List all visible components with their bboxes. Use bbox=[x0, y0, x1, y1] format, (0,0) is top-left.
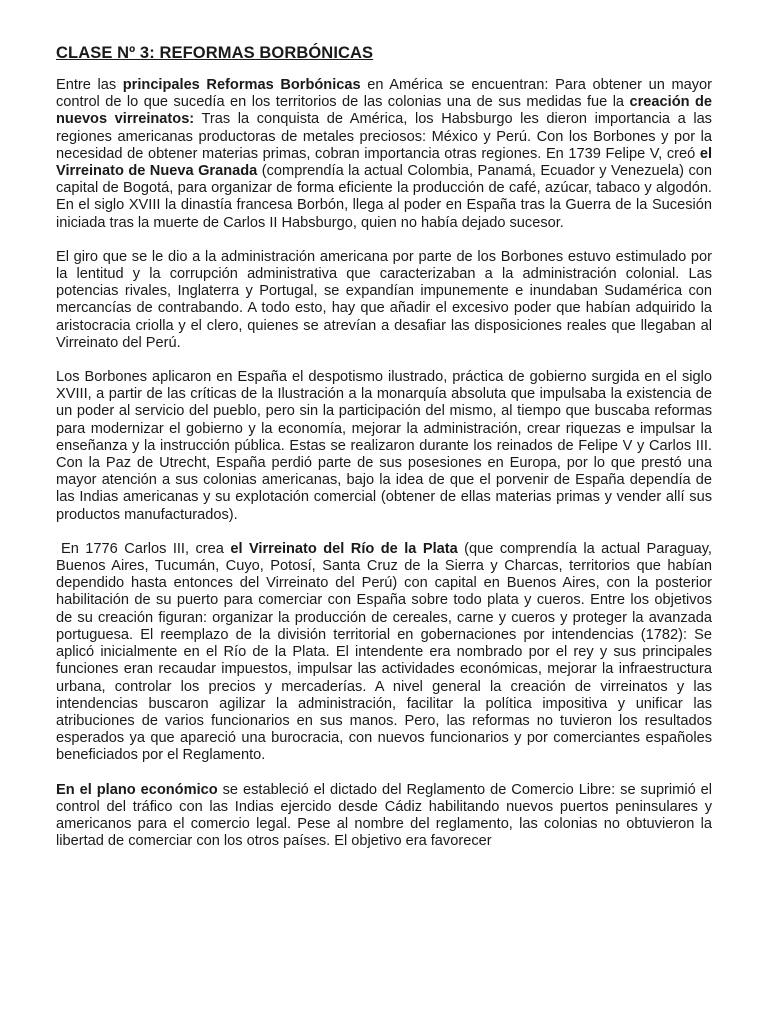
paragraph-virreinato-rio-de-la-plata bbox=[56, 541, 712, 765]
paragraph-creacion-virreinatos bbox=[56, 77, 712, 232]
text-segment: Los Borbones aplicaron en España el despotismo ilustrado, práctica de gobierno surgida en el siglo XVIII, a partir de las críticas de la Ilustración a la monarquía absoluta que impulsaba la existencia de un poder al servicio del pueblo, pero sin la participación del mismo, al tiempo que buscaba reformas para modernizar el gobierno y la economía, mejorar la administración, crear riquezas e impulsar la enseñanza y la instrucción pública. Estas se realizaron durante los reinados de Felipe V y Carlos III. Con la Paz de Utrecht, España perdió parte de sus posesiones en Europa, por lo que prestó una mayor atención a sus colonias americanas, bajo la idea de que el porvenir de España dependía de las Indias americanas y su explotación comercial (obtener de ellas materias primas y vender allí sus productos manufacturados). bbox=[56, 369, 712, 523]
bold-text-segment: el Virreinato de Nueva Granada bbox=[56, 145, 712, 180]
text-segment: Tras la conquista de América, los Habsburgo les dieron importancia a las regiones americanas productoras de metales preciosos: México y Perú. Con los Borbones y por la necesidad de obtener materias primas, cobran importancia otras regiones. En 1739 Felipe V, creó bbox=[56, 111, 712, 162]
text-segment: (comprendía la actual Colombia, Panamá, Ecuador y Venezuela) con capital de Bogotá, para organizar de forma eficiente la producción de café, azúcar, tabaco y algodón. En el siglo XVIII la dinastía francesa Borbón, llega al poder en España tras la Guerra de la Sucesión iniciada tras la muerte de Carlos II Habsburgo, quien no había dejado sucesor. bbox=[56, 163, 712, 231]
paragraph-despotismo-ilustrado bbox=[56, 369, 712, 524]
text-segment: (que comprendía la actual Paraguay, Buenos Aires, Tucumán, Cuyo, Potosí, Santa Cruz de la Sierra y Charcas, territorios que habían dependido hasta entonces del Virreinato del Perú) con capital en Buenos Aires, con la posterior habilitación de su puerto para comerciar con España sobre todo plata y cueros. Entre los objetivos de su creación figuran: organizar la producción de cereales, carne y cueros y proteger la avanzada portuguesa. El reemplazo de la división territorial en gobernaciones por intendencias (1782): Se aplicó inicialmente en el Río de la Plata. El intendente era nombrado por el rey y sus principales funciones eran recaudar impuestos, impulsar las actividades económicas, mejorar la infraestructura urbana, controlar los precios y mercaderías. A nivel general la creación de virreinatos y las intendencias buscaron agilizar la administración, facilitar la política impositiva y unificar las atribuciones de varios funcionarios en sus manos. Pero, las reformas no tuvieron los resultados esperados ya que apareció una burocracia, con nuevos funcionarios y por comerciantes españoles beneficiados por el Reglamento. bbox=[56, 540, 712, 764]
document-page bbox=[56, 44, 712, 867]
bold-text-segment: el Virreinato del Río de la Plata bbox=[230, 540, 458, 557]
bold-text-segment: principales Reformas Borbónicas bbox=[122, 77, 361, 93]
text-segment: en América se encuentran: Para obtener un mayor control de lo que sucedía en los territorios de las colonias una de sus medidas fue la bbox=[56, 77, 712, 111]
text-segment: El giro que se le dio a la administración americana por parte de los Borbones estuvo estimulado por la lentitud y la corrupción administrativa que caracterizaban a la administración colonial. Las potencias rivales, Inglaterra y Portugal, se expandían impunemente e inundaban Sudamérica con mercancías de contrabando. A todo esto, hay que añadir el excesivo poder que habían adquirido la aristocracia criolla y el clero, quienes se atrevían a desafiar las disposiciones reales que llegaban al Virreinato del Perú. bbox=[56, 248, 712, 351]
text-segment: se estableció el dictado del Reglamento de Comercio Libre: se suprimió el control del tráfico con las Indias ejercido desde Cádiz habilitando nuevos puertos peninsulares y americanos para el comercio legal. Pese al nombre del reglamento, las colonias no obtuvieron la libertad de comerciar con los otros países. El objetivo era favorecer bbox=[56, 781, 712, 850]
bold-text-segment: creación de nuevos virreinatos: bbox=[56, 94, 712, 128]
text-segment: Entre las bbox=[56, 77, 123, 93]
paragraph-plano-economico bbox=[56, 782, 712, 851]
paragraph-giro-administracion bbox=[56, 249, 712, 352]
bold-text-segment: En el plano económico bbox=[56, 781, 218, 798]
document-title: CLASE Nº 3: REFORMAS BORBÓNICAS bbox=[56, 44, 374, 62]
text-segment: En 1776 Carlos III, crea bbox=[61, 540, 231, 557]
